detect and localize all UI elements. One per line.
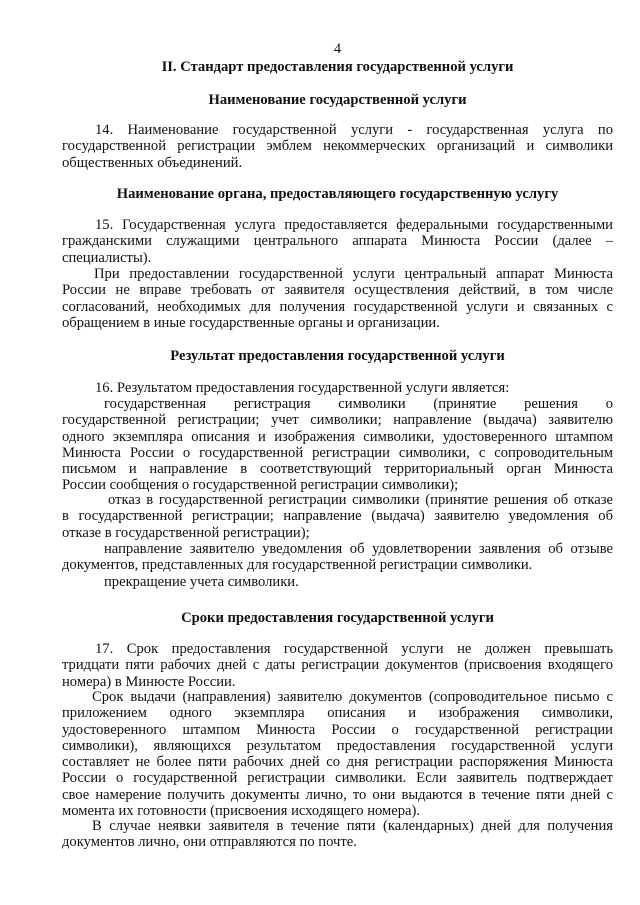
text-line: общественных объединений.: [62, 154, 243, 171]
heading-service-terms: Сроки предоставления государственной услуги: [181, 610, 494, 626]
text-line: 14. Наименование государственной услуги - государственная услуга по: [95, 122, 613, 138]
paragraph-p16: [62, 380, 613, 396]
text-line: в государственной регистрации; направление (выдача) заявителю уведомления об: [62, 508, 613, 525]
text-line: 17. Срок предоставления государственной услуги не должен превышать: [95, 641, 613, 657]
text-line: символики), являющихся результатом предоставления государственной услуги: [62, 737, 613, 754]
heading-providing-body: Наименование органа, предоставляющего государственную услугу: [116, 186, 559, 202]
text-line: номера) в Минюсте России.: [62, 673, 236, 690]
text-line: государственной регистрации; учет символики; направление (выдача) заявителю: [62, 412, 613, 429]
section-title: II. Стандарт предоставления государственной услуги: [161, 59, 514, 75]
paragraph-p17c: [62, 818, 613, 851]
text-line: При предоставлении государственной услуги центральный аппарат Минюста: [94, 266, 613, 282]
text-line: одного экземпляра описания и изображения символики, удостоверенного штампом: [62, 428, 613, 445]
text-line: России сообщения о государственной регистрации символики);: [62, 477, 459, 494]
text-line: приложением одного экземпляра описания и изображения символики,: [62, 705, 613, 722]
text-line: специалисты).: [62, 249, 152, 266]
text-line: прекращение учета символики.: [104, 574, 299, 590]
paragraph-p15a: [62, 217, 613, 266]
text-line: направление заявителю уведомления об удовлетворении заявления об отзыве: [104, 541, 613, 557]
text-line: государственная регистрация символики (принятие решения о: [104, 396, 613, 412]
text-line: письмом и направление в соответствующий территориальный орган Минюста: [62, 461, 613, 478]
text-line: 15. Государственная услуга предоставляется федеральными государственными: [95, 217, 613, 233]
text-line: Срок выдачи (направления) заявителю документов (сопроводительное письмо с: [92, 689, 613, 705]
paragraph-p15b: [62, 266, 613, 331]
paragraph-p17a: [62, 641, 613, 690]
text-line: государственной регистрации эмблем некоммерческих организаций и символики: [62, 138, 613, 155]
text-line: составляет не более пяти рабочих дней со дня регистрации распоряжения Минюста: [62, 754, 613, 771]
text-line: документов, представленных для государственной регистрации символики.: [62, 557, 533, 574]
paragraph-p14: [62, 122, 613, 171]
text-line: документов лично, они отправляются по почте.: [62, 834, 357, 851]
text-line: свое намерение получить документы лично, то они выдаются в течение пяти дней с: [62, 786, 613, 803]
text-line: отказ в государственной регистрации символики (принятие решения об отказе: [108, 492, 613, 508]
text-line: момента их готовности (присвоения исходящего номера).: [62, 803, 421, 820]
text-line: России не вправе требовать от заявителя осуществления действий, в том числе: [62, 282, 613, 299]
text-line: 16. Результатом предоставления государственной услуги является:: [95, 380, 510, 396]
text-line: России о государственной регистрации символики. Если заявитель подтверждает: [62, 770, 613, 787]
paragraph-p17b: [62, 689, 613, 819]
paragraph-p16-item2: [62, 492, 613, 541]
paragraph-p16-item3: [62, 541, 613, 574]
text-line: обращением в иные государственные органы и организации.: [62, 314, 440, 331]
paragraph-p16-item1: [62, 396, 613, 494]
heading-service-result: Результат предоставления государственной услуги: [170, 348, 505, 364]
text-line: тридцати пяти рабочих дней с даты регистрации документов (присвоения входящего: [62, 657, 613, 674]
text-line: отказе в государственной регистрации);: [62, 524, 310, 541]
text-line: гражданскими служащими центрального аппарата Минюста России (далее –: [62, 233, 613, 250]
paragraph-p16-item4: [62, 574, 613, 590]
page-number: 4: [333, 41, 342, 57]
heading-service-name: Наименование государственной услуги: [208, 92, 467, 108]
text-line: удостоверенного штампом Минюста России о государственной регистрации: [62, 721, 613, 738]
text-line: согласований, необходимых для получения государственной услуги и связанных с: [62, 298, 613, 315]
text-line: В случае неявки заявителя в течение пяти (календарных) дней для получения: [92, 818, 613, 834]
text-line: Минюста России о государственной регистрации символики, с сопроводительным: [62, 444, 613, 461]
